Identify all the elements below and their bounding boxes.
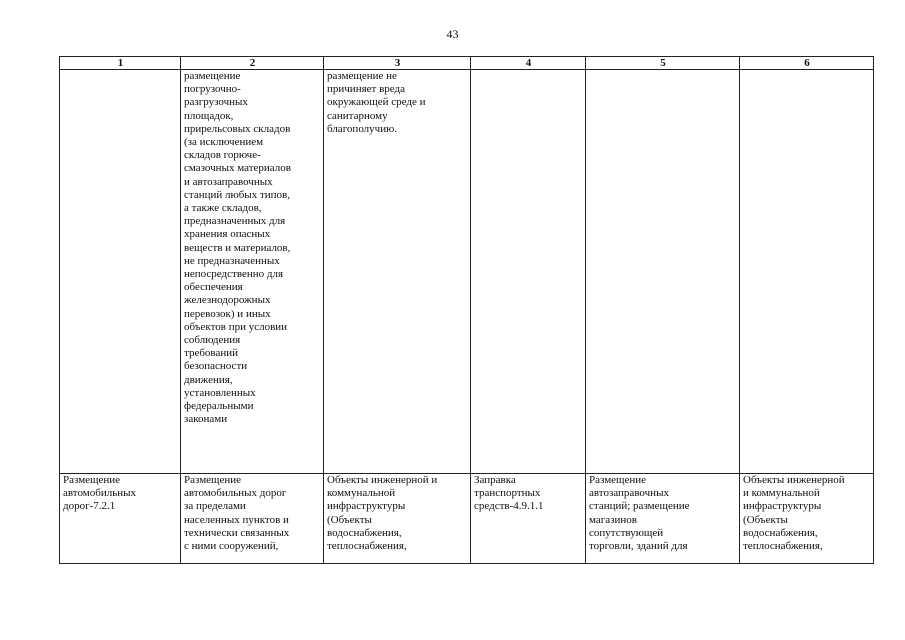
table-cell xyxy=(471,70,586,474)
column-header: 5 xyxy=(586,57,740,70)
cell-text: Заправка транспортных средств-4.9.1.1 xyxy=(474,474,544,513)
table-cell xyxy=(181,70,324,474)
zoning-table xyxy=(59,56,874,564)
table-cell xyxy=(60,474,181,564)
table-cell xyxy=(586,70,740,474)
table-header-row xyxy=(60,57,874,70)
table-cell xyxy=(740,474,874,564)
column-header: 2 xyxy=(181,57,324,70)
table-row xyxy=(60,70,874,474)
cell-text: Объекты инженерной и коммунальной инфраструктуры (Объекты водоснабжения, теплоснабжения, xyxy=(743,474,845,553)
table-row xyxy=(60,474,874,564)
column-header: 3 xyxy=(324,57,471,70)
table-cell xyxy=(324,474,471,564)
table-cell xyxy=(181,474,324,564)
column-header: 4 xyxy=(471,57,586,70)
cell-text: Размещение автомобильных дорог-7.2.1 xyxy=(63,474,136,513)
table-cell xyxy=(740,70,874,474)
cell-text: Размещение автомобильных дорог за пределами населенных пунктов и технически связанных с ними сооружений, xyxy=(184,474,290,553)
table-cell xyxy=(471,474,586,564)
page-number: 43 xyxy=(446,27,459,41)
cell-text: размещение погрузочно- разгрузочных площадок, прирельсовых складов (за исключением складов горюче- смазочных материалов и автозаправочных станций любых типов, а также складов, предназначенных для хранения опасных веществ и материалов, не предназначенных непосредственно для обеспечения железнодорожных перевозок) и иных объектов при условии соблюдения требований безопасности движения, установленных федеральными законами xyxy=(184,70,291,426)
table-cell xyxy=(586,474,740,564)
table-cell xyxy=(60,70,181,474)
table-cell xyxy=(324,70,471,474)
column-header: 1 xyxy=(60,57,181,70)
column-header: 6 xyxy=(740,57,874,70)
cell-text: Объекты инженерной и коммунальной инфраструктуры (Объекты водоснабжения, теплоснабжения, xyxy=(327,474,438,553)
cell-text: размещение не причиняет вреда окружающей среде и санитарному благополучию. xyxy=(327,70,426,135)
cell-text: Размещение автозаправочных станций; размещение магазинов сопутствующей торговли, зданий для xyxy=(589,474,690,553)
